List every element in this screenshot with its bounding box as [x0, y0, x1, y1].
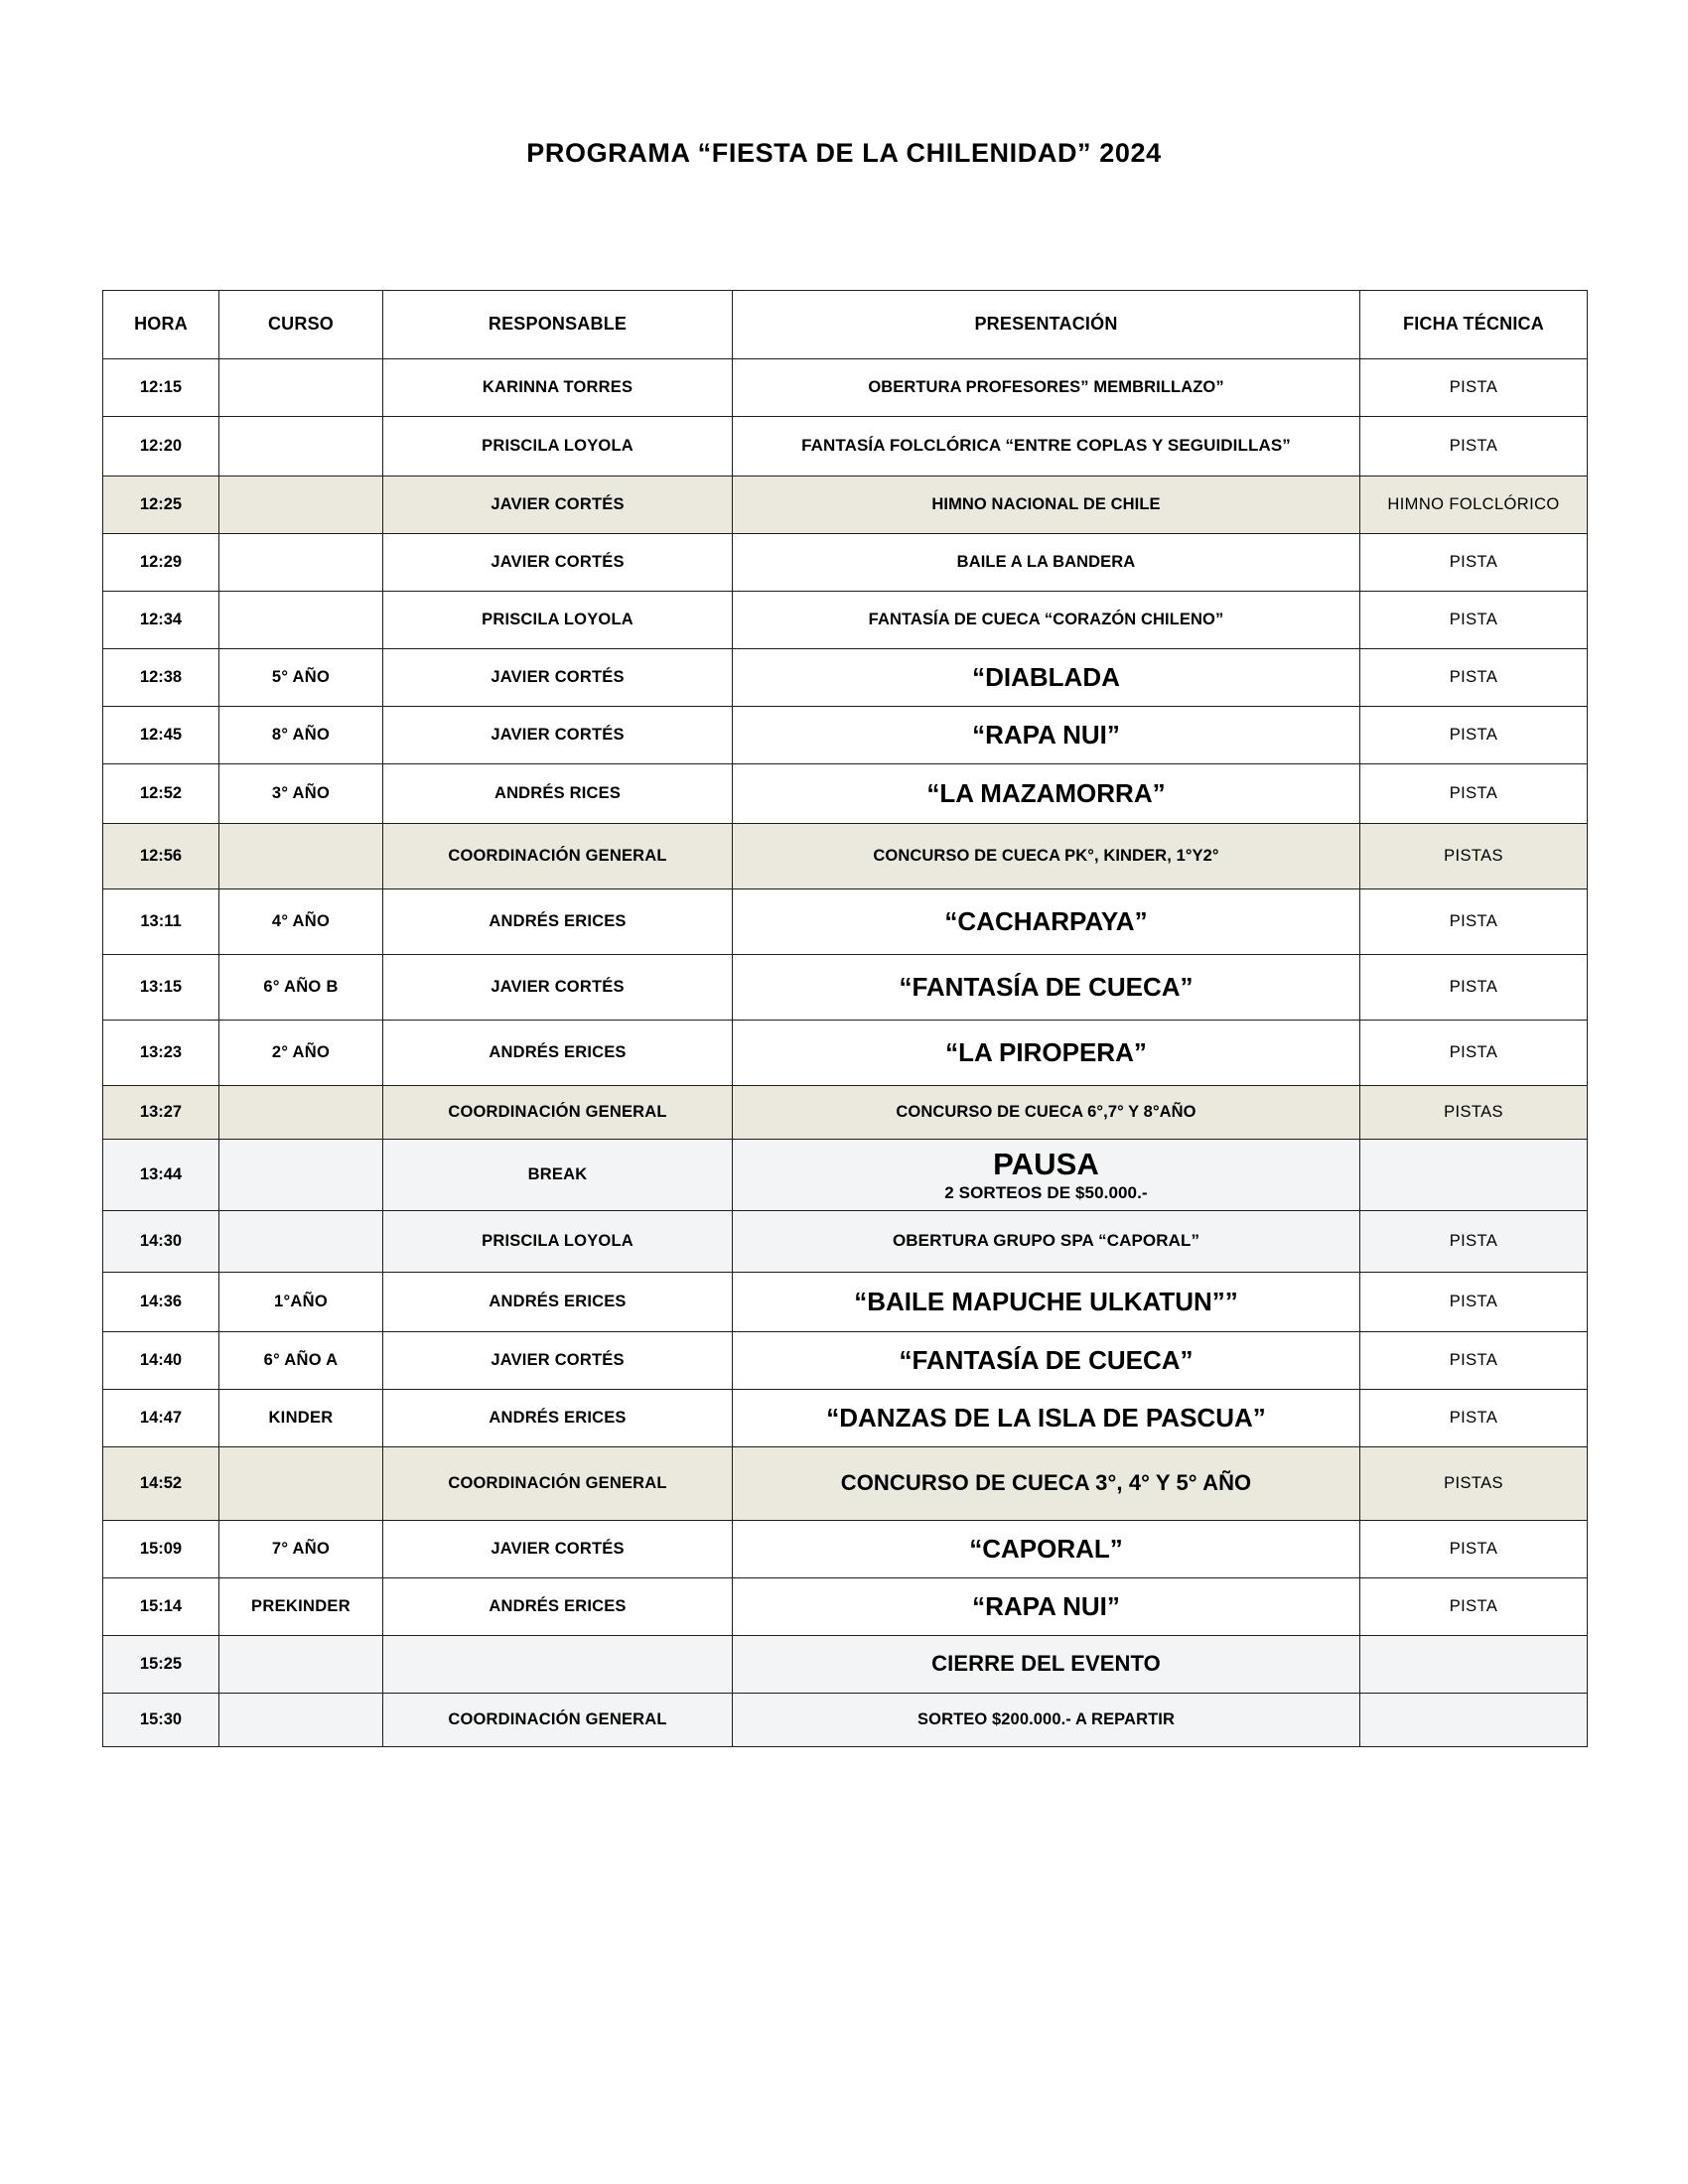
table-row — [103, 824, 1588, 889]
cell-responsable: PRISCILA LOYOLA — [383, 1211, 733, 1273]
cell-curso: 5° AÑO — [219, 649, 383, 707]
cell-curso — [219, 1086, 383, 1140]
cell-ficha: PISTA — [1360, 1390, 1588, 1447]
cell-presentacion: “RAPA NUI” — [733, 1578, 1360, 1636]
cell-hora: 13:15 — [103, 955, 219, 1021]
cell-responsable: ANDRÉS RICES — [383, 764, 733, 824]
cell-ficha — [1360, 1694, 1588, 1747]
cell-hora: 12:20 — [103, 417, 219, 477]
cell-hora: 13:11 — [103, 889, 219, 955]
table-row — [103, 1140, 1588, 1211]
cell-ficha: PISTA — [1360, 955, 1588, 1021]
cell-ficha: PISTA — [1360, 1332, 1588, 1390]
cell-presentacion: OBERTURA PROFESORES” MEMBRILLAZO” — [733, 359, 1360, 417]
cell-presentacion: “BAILE MAPUCHE ULKATUN”” — [733, 1273, 1360, 1332]
cell-hora: 12:38 — [103, 649, 219, 707]
page-title: PROGRAMA “FIESTA DE LA CHILENIDAD” 2024 — [526, 138, 1162, 168]
cell-ficha: PISTA — [1360, 592, 1588, 649]
cell-responsable: JAVIER CORTÉS — [383, 477, 733, 534]
cell-hora: 14:36 — [103, 1273, 219, 1332]
cell-curso: KINDER — [219, 1390, 383, 1447]
cell-presentacion: “LA MAZAMORRA” — [733, 764, 1360, 824]
cell-hora: 14:30 — [103, 1211, 219, 1273]
cell-responsable: JAVIER CORTÉS — [383, 955, 733, 1021]
cell-ficha: PISTA — [1360, 1273, 1588, 1332]
cell-ficha: PISTA — [1360, 534, 1588, 592]
cell-hora: 15:30 — [103, 1694, 219, 1747]
table-row — [103, 1021, 1588, 1086]
cell-responsable: JAVIER CORTÉS — [383, 1332, 733, 1390]
cell-hora: 12:25 — [103, 477, 219, 534]
cell-curso — [219, 477, 383, 534]
table-header-row — [103, 291, 1588, 359]
table-row — [103, 477, 1588, 534]
cell-responsable: KARINNA TORRES — [383, 359, 733, 417]
cell-presentacion: CONCURSO DE CUECA 3°, 4° Y 5° AÑO — [733, 1447, 1360, 1521]
table-row — [103, 534, 1588, 592]
cell-curso: PREKINDER — [219, 1578, 383, 1636]
cell-responsable: BREAK — [383, 1140, 733, 1211]
cell-curso: 6° AÑO B — [219, 955, 383, 1021]
table-row — [103, 1521, 1588, 1578]
cell-presentacion: SORTEO $200.000.- A REPARTIR — [733, 1694, 1360, 1747]
cell-curso — [219, 1694, 383, 1747]
program-schedule-table — [102, 290, 1588, 1747]
cell-responsable: ANDRÉS ERICES — [383, 1021, 733, 1086]
cell-curso — [219, 592, 383, 649]
cell-presentacion: CONCURSO DE CUECA 6°,7° Y 8°AÑO — [733, 1086, 1360, 1140]
table-row — [103, 1447, 1588, 1521]
table-row — [103, 1390, 1588, 1447]
column-header-curso: CURSO — [219, 291, 383, 359]
cell-hora: 13:44 — [103, 1140, 219, 1211]
cell-responsable: JAVIER CORTÉS — [383, 707, 733, 764]
table-header — [103, 291, 1588, 359]
cell-hora: 14:52 — [103, 1447, 219, 1521]
cell-responsable: COORDINACIÓN GENERAL — [383, 824, 733, 889]
cell-hora: 15:09 — [103, 1521, 219, 1578]
cell-ficha: PISTA — [1360, 1578, 1588, 1636]
cell-responsable — [383, 1636, 733, 1694]
cell-responsable: JAVIER CORTÉS — [383, 1521, 733, 1578]
cell-hora: 15:25 — [103, 1636, 219, 1694]
cell-curso: 7° AÑO — [219, 1521, 383, 1578]
cell-hora: 14:40 — [103, 1332, 219, 1390]
cell-responsable: ANDRÉS ERICES — [383, 1578, 733, 1636]
table-row — [103, 592, 1588, 649]
program-table-container — [102, 290, 1587, 1747]
column-header-responsable: RESPONSABLE — [383, 291, 733, 359]
cell-responsable: PRISCILA LOYOLA — [383, 417, 733, 477]
cell-ficha — [1360, 1140, 1588, 1211]
cell-hora: 12:56 — [103, 824, 219, 889]
cell-presentacion: CONCURSO DE CUECA PK°, KINDER, 1°Y2° — [733, 824, 1360, 889]
column-header-hora: HORA — [103, 291, 219, 359]
cell-presentacion: “CACHARPAYA” — [733, 889, 1360, 955]
cell-hora: 12:29 — [103, 534, 219, 592]
cell-presentacion: “FANTASÍA DE CUECA” — [733, 955, 1360, 1021]
cell-curso: 8° AÑO — [219, 707, 383, 764]
cell-responsable: COORDINACIÓN GENERAL — [383, 1447, 733, 1521]
cell-ficha: PISTA — [1360, 649, 1588, 707]
cell-curso: 3° AÑO — [219, 764, 383, 824]
cell-presentacion: “DIABLADA — [733, 649, 1360, 707]
table-row — [103, 1273, 1588, 1332]
table-row — [103, 707, 1588, 764]
table-row — [103, 1694, 1588, 1747]
cell-responsable: PRISCILA LOYOLA — [383, 592, 733, 649]
table-row — [103, 1211, 1588, 1273]
cell-presentacion: “RAPA NUI” — [733, 707, 1360, 764]
cell-curso: 4° AÑO — [219, 889, 383, 955]
cell-curso — [219, 359, 383, 417]
cell-responsable: ANDRÉS ERICES — [383, 1273, 733, 1332]
cell-hora: 13:27 — [103, 1086, 219, 1140]
table-body — [103, 359, 1588, 1747]
cell-ficha: PISTA — [1360, 889, 1588, 955]
cell-responsable: ANDRÉS ERICES — [383, 889, 733, 955]
column-header-presentacion: PRESENTACIÓN — [733, 291, 1360, 359]
table-row — [103, 1636, 1588, 1694]
pausa-label: PAUSA — [993, 1146, 1099, 1181]
cell-ficha — [1360, 1636, 1588, 1694]
cell-curso — [219, 534, 383, 592]
table-row — [103, 764, 1588, 824]
cell-presentacion: OBERTURA GRUPO SPA “CAPORAL” — [733, 1211, 1360, 1273]
cell-responsable: COORDINACIÓN GENERAL — [383, 1086, 733, 1140]
cell-ficha: HIMNO FOLCLÓRICO — [1360, 477, 1588, 534]
cell-curso — [219, 1447, 383, 1521]
table-row — [103, 1086, 1588, 1140]
table-row — [103, 1578, 1588, 1636]
cell-curso: 2° AÑO — [219, 1021, 383, 1086]
pausa-sorteos-note: 2 SORTEOS DE $50.000.- — [944, 1182, 1148, 1202]
cell-presentacion-break — [733, 1140, 1360, 1211]
cell-presentacion: “FANTASÍA DE CUECA” — [733, 1332, 1360, 1390]
table-row — [103, 417, 1588, 477]
cell-ficha: PISTA — [1360, 764, 1588, 824]
cell-ficha: PISTA — [1360, 707, 1588, 764]
cell-responsable: ANDRÉS ERICES — [383, 1390, 733, 1447]
cell-responsable: JAVIER CORTÉS — [383, 534, 733, 592]
cell-hora: 12:45 — [103, 707, 219, 764]
cell-presentacion: BAILE A LA BANDERA — [733, 534, 1360, 592]
cell-ficha: PISTA — [1360, 1211, 1588, 1273]
cell-ficha: PISTA — [1360, 359, 1588, 417]
cell-presentacion: “DANZAS DE LA ISLA DE PASCUA” — [733, 1390, 1360, 1447]
cell-curso — [219, 1140, 383, 1211]
cell-presentacion: FANTASÍA DE CUECA “CORAZÓN CHILENO” — [733, 592, 1360, 649]
table-row — [103, 1332, 1588, 1390]
cell-hora: 12:34 — [103, 592, 219, 649]
cell-hora: 14:47 — [103, 1390, 219, 1447]
cell-ficha: PISTAS — [1360, 1086, 1588, 1140]
cell-curso — [219, 1636, 383, 1694]
cell-responsable: COORDINACIÓN GENERAL — [383, 1694, 733, 1747]
cell-presentacion: “CAPORAL” — [733, 1521, 1360, 1578]
cell-ficha: PISTA — [1360, 417, 1588, 477]
cell-ficha: PISTAS — [1360, 824, 1588, 889]
cell-presentacion: CIERRE DEL EVENTO — [733, 1636, 1360, 1694]
cell-presentacion: FANTASÍA FOLCLÓRICA “ENTRE COPLAS Y SEGUIDILLAS” — [733, 417, 1360, 477]
cell-hora: 13:23 — [103, 1021, 219, 1086]
table-row — [103, 889, 1588, 955]
cell-ficha: PISTA — [1360, 1521, 1588, 1578]
cell-hora: 12:15 — [103, 359, 219, 417]
table-row — [103, 955, 1588, 1021]
table-row — [103, 359, 1588, 417]
cell-ficha: PISTAS — [1360, 1447, 1588, 1521]
cell-curso: 6° AÑO A — [219, 1332, 383, 1390]
cell-hora: 12:52 — [103, 764, 219, 824]
cell-curso — [219, 824, 383, 889]
column-header-ficha-tecnica: FICHA TÉCNICA — [1360, 291, 1588, 359]
cell-curso — [219, 1211, 383, 1273]
cell-presentacion: HIMNO NACIONAL DE CHILE — [733, 477, 1360, 534]
cell-ficha: PISTA — [1360, 1021, 1588, 1086]
cell-curso: 1°AÑO — [219, 1273, 383, 1332]
cell-hora: 15:14 — [103, 1578, 219, 1636]
cell-responsable: JAVIER CORTÉS — [383, 649, 733, 707]
cell-presentacion: “LA PIROPERA” — [733, 1021, 1360, 1086]
table-row — [103, 649, 1588, 707]
cell-curso — [219, 417, 383, 477]
